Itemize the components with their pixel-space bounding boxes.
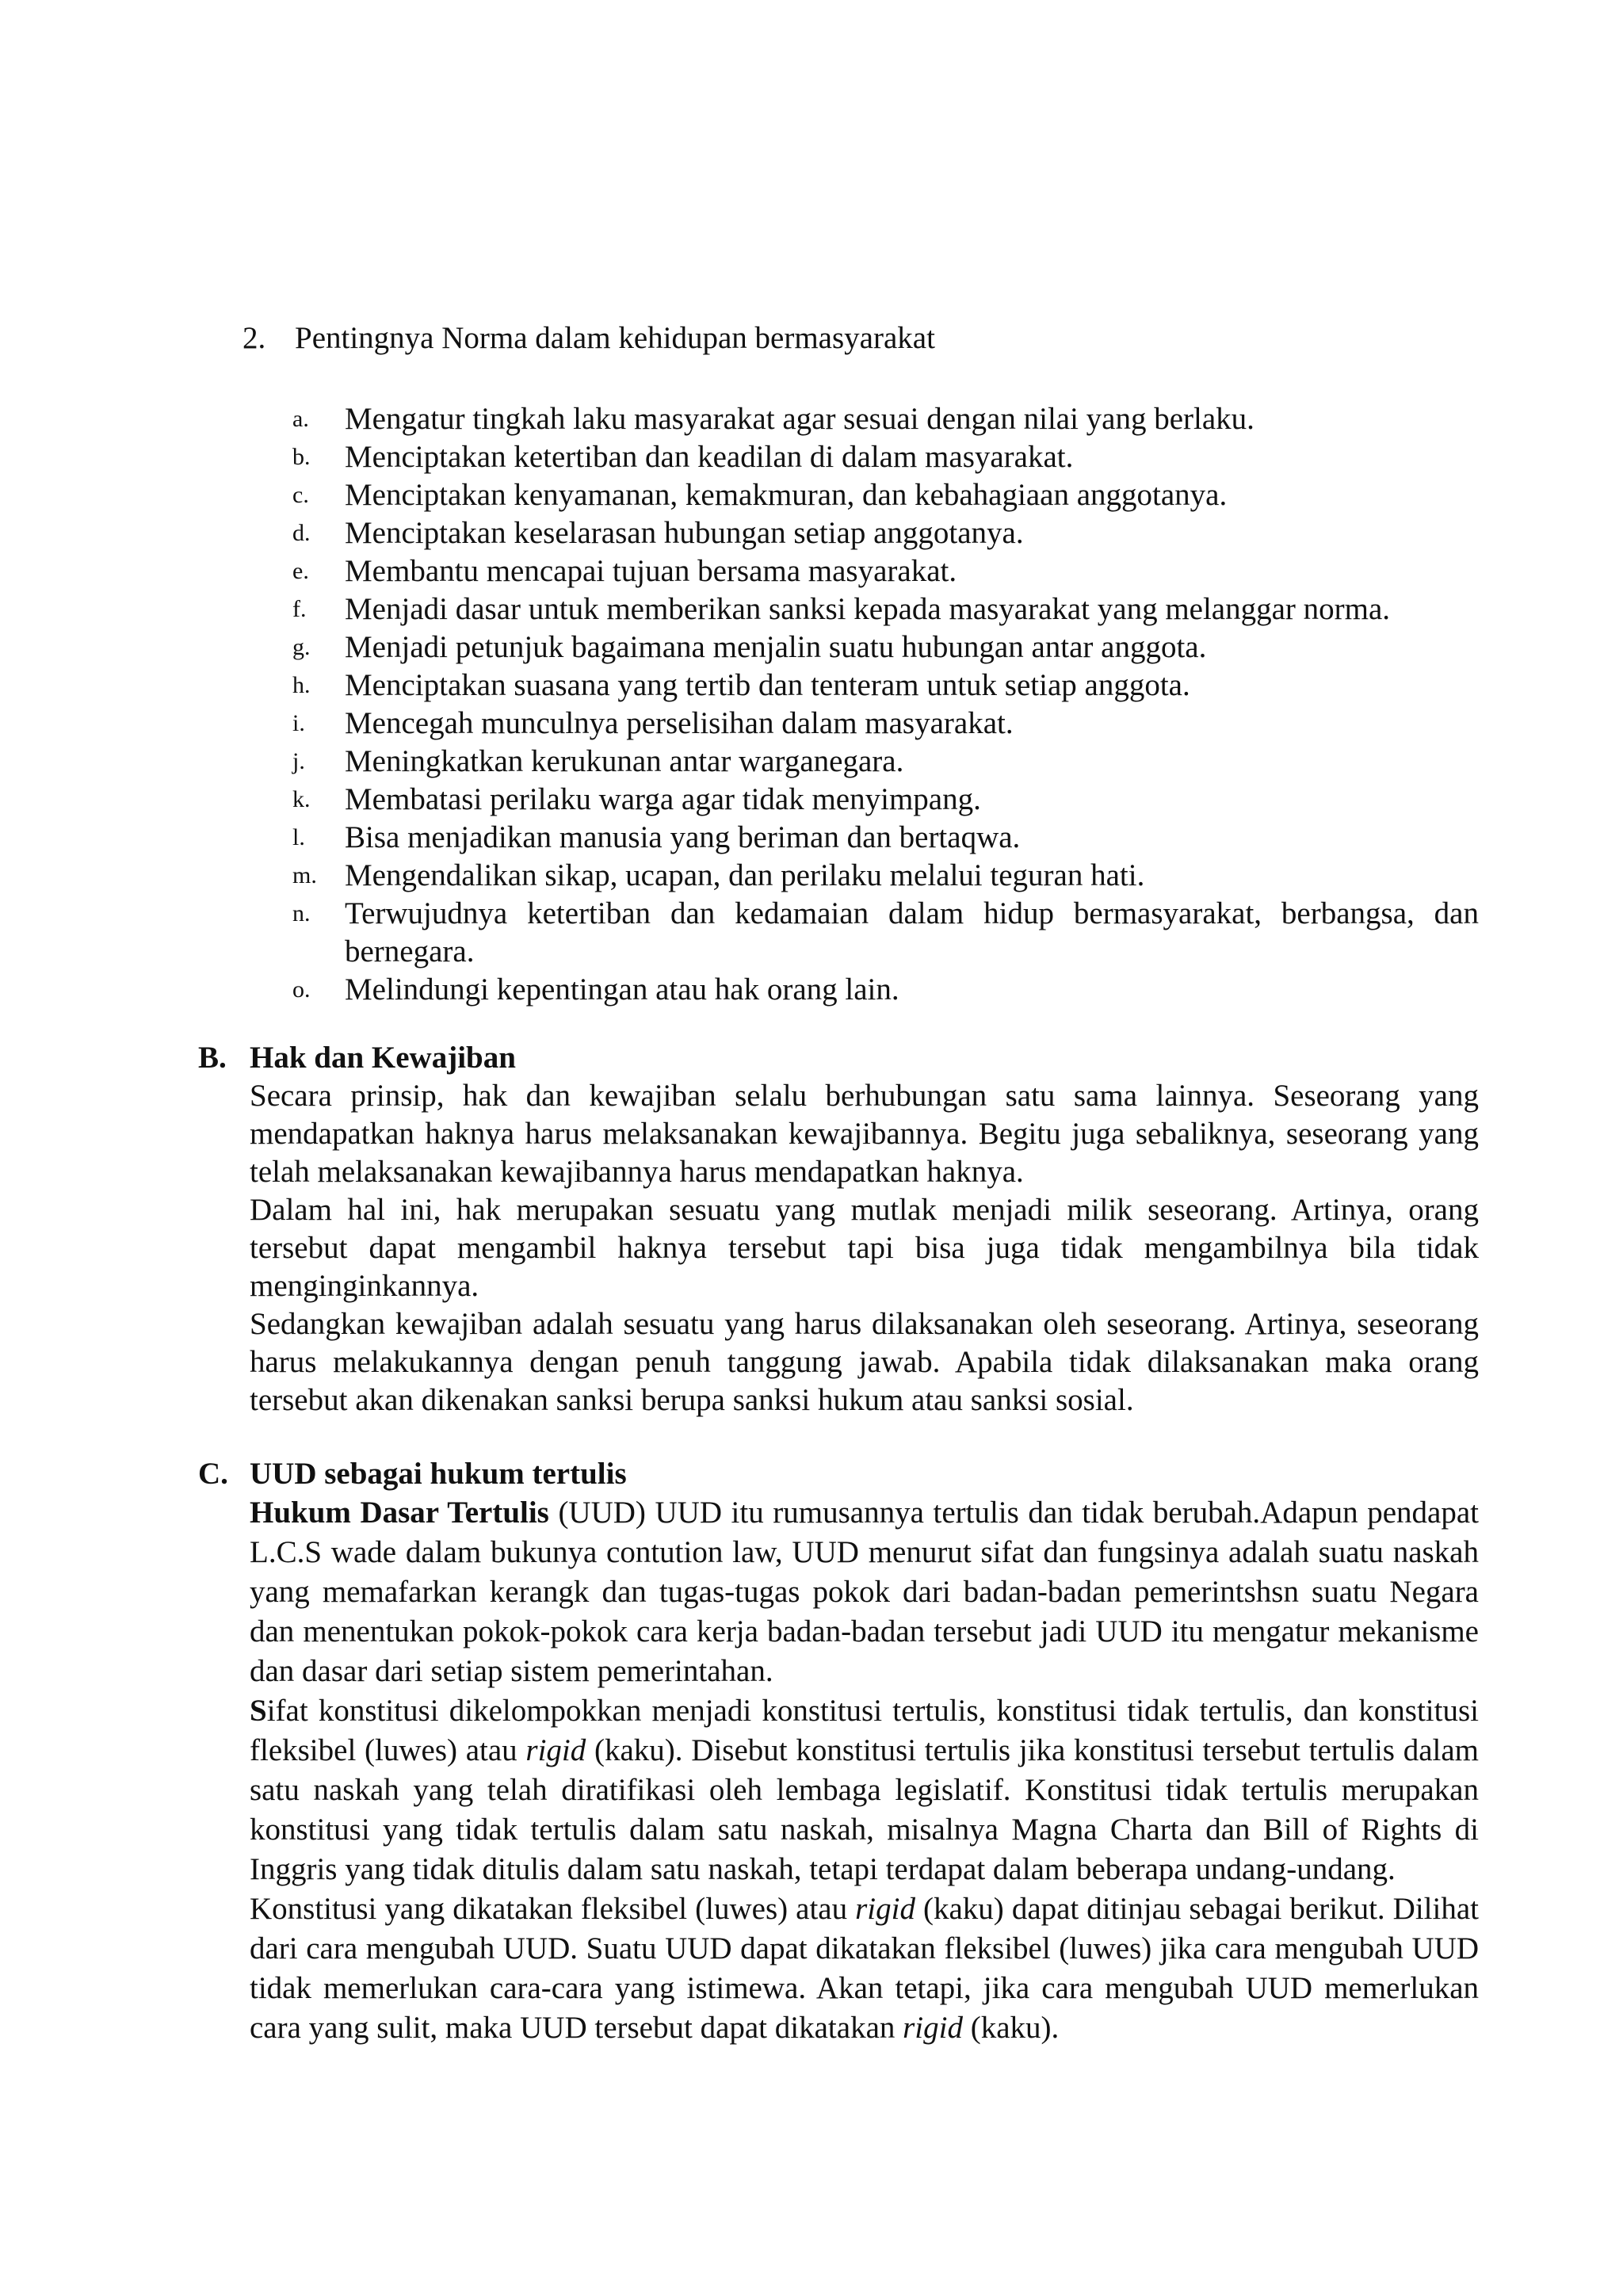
list-marker: d. — [292, 520, 311, 546]
list-marker: m. — [292, 862, 317, 888]
paragraph-text: (UUD) UUD itu rumusannya tertulis dan tidak berubah.Adapun pendapat L.C.S wade dalam bukunya contution law, UUD menurut sifat dan fungsinya adalah suatu naskah yang memafarkan kerangk dan tugas-tugas pokok dari badan-badan pemerintshsn suatu Negara dan menentukan pokok-pokok cara kerja badan-badan tersebut jadi UUD itu mengatur mekanisme dan dasar dari setiap sistem pemerintahan. — [250, 1496, 1479, 1688]
list-item-text: Terwujudnya ketertiban dan kedamaian dalam hidup bermasyarakat, berbangsa, dan bernegara. — [345, 896, 1479, 968]
list-item — [292, 628, 1479, 667]
section-b-heading — [198, 1039, 1479, 1077]
list-item-text: Menjadi dasar untuk memberikan sanksi kepada masyarakat yang melanggar norma. — [345, 592, 1391, 626]
section-c-heading — [198, 1455, 1479, 1493]
paragraph-text: Konstitusi yang dikatakan fleksibel (luwes) atau — [250, 1892, 856, 1926]
list-item — [292, 743, 1479, 781]
list-item-text: Menjadi petunjuk bagaimana menjalin suatu hubungan antar anggota. — [345, 630, 1207, 664]
section-b-body — [250, 1077, 1479, 1419]
list-marker: e. — [292, 558, 309, 584]
bold-initial: S — [250, 1694, 267, 1728]
list-item-text: Membatasi perilaku warga agar tidak menyimpang. — [345, 782, 981, 816]
section-c-body — [250, 1493, 1479, 2048]
list-marker: b. — [292, 444, 311, 470]
list-item — [292, 819, 1479, 857]
section-c-title: UUD sebagai hukum tertulis — [250, 1457, 627, 1491]
list-item — [292, 705, 1479, 743]
italic-term: rigid — [855, 1892, 915, 1926]
section-2-heading — [242, 319, 1479, 357]
list-item — [292, 971, 1479, 1009]
list-item-text: Bisa menjadikan manusia yang beriman dan bertaqwa. — [345, 820, 1021, 854]
italic-term: rigid — [525, 1733, 586, 1767]
section-2-title: Pentingnya Norma dalam kehidupan bermasyarakat — [295, 321, 935, 355]
list-marker: i. — [292, 710, 305, 736]
list-item-text: Meningkatkan kerukunan antar warganegara. — [345, 744, 904, 778]
paragraph-text: (kaku). — [962, 2011, 1060, 2045]
list-marker: h. — [292, 672, 311, 698]
section-b-letter: B. — [198, 1041, 227, 1075]
paragraph: Dalam hal ini, hak merupakan sesuatu yang mutlak menjadi milik seseorang. Artinya, orang tersebut dapat mengambil haknya tersebut tapi bisa juga tidak mengambilnya bila tidak menginginkannya. — [250, 1193, 1479, 1303]
paragraph — [250, 1889, 1479, 2048]
section-2 — [242, 319, 1479, 357]
paragraph-text: (kaku) dapat ditinjau sebagai berikut. Dilihat dari cara mengubah UUD. Suatu UUD dapat dikatakan fleksibel (luwes) jika cara mengubah UUD tidak memerlukan cara-cara yang istimewa. Akan tetapi, jika cara mengubah UUD memerlukan cara yang sulit, maka UUD tersebut dapat dikatakan — [250, 1892, 1479, 2045]
list-item — [292, 552, 1479, 590]
list-item-text: Menciptakan kenyamanan, kemakmuran, dan kebahagiaan anggotanya. — [345, 478, 1228, 512]
norma-importance-list — [292, 400, 1479, 1009]
bold-term: Hukum Dasar Tertulis — [250, 1496, 549, 1530]
list-item-text: Mencegah munculnya perselisihan dalam masyarakat. — [345, 706, 1014, 740]
list-marker: g. — [292, 634, 311, 660]
list-item-text: Menciptakan suasana yang tertib dan tenteram untuk setiap anggota. — [345, 668, 1190, 702]
section-c — [198, 1455, 1479, 2048]
list-item-text: Mengendalikan sikap, ucapan, dan perilaku melalui teguran hati. — [345, 858, 1145, 892]
italic-term: rigid — [903, 2011, 963, 2045]
list-item — [292, 438, 1479, 476]
section-b — [198, 1039, 1479, 1419]
list-marker: n. — [292, 900, 311, 926]
section-2-number: 2. — [242, 321, 266, 355]
paragraph — [250, 1493, 1479, 1691]
list-item — [292, 781, 1479, 819]
list-item — [292, 857, 1479, 895]
paragraph: Sedangkan kewajiban adalah sesuatu yang harus dilaksanakan oleh seseorang. Artinya, seseorang harus melakukannya dengan penuh tanggung jawab. Apabila tidak dilaksanakan maka orang tersebut akan dikenakan sanksi berupa sanksi hukum atau sanksi sosial. — [250, 1307, 1479, 1417]
list-marker: j. — [292, 748, 305, 774]
list-item — [292, 590, 1479, 628]
paragraph-text: (kaku). Disebut konstitusi tertulis jika konstitusi tersebut tertulis dalam satu naskah yang telah diratifikasi oleh lembaga legislatif. Konstitusi tidak tertulis merupakan konstitusi yang tidak tertulis dalam satu naskah, misalnya Magna Charta dan Bill of Rights di Inggris yang tidak ditulis dalam satu naskah, tetapi terdapat dalam beberapa undang-undang. — [250, 1733, 1479, 1886]
list-item — [292, 514, 1479, 552]
list-item-text: Menciptakan keselarasan hubungan setiap anggotanya. — [345, 516, 1024, 550]
list-item-text: Melindungi kepentingan atau hak orang lain. — [345, 972, 899, 1007]
list-marker: a. — [292, 406, 309, 432]
list-marker: f. — [292, 596, 307, 622]
list-marker: k. — [292, 786, 311, 812]
paragraph — [250, 1691, 1479, 1889]
paragraph: Secara prinsip, hak dan kewajiban selalu berhubungan satu sama lainnya. Seseorang yang mendapatkan haknya harus melaksanakan kewajibannya. Begitu juga sebaliknya, seseorang yang telah melaksanakan kewajibannya harus mendapatkan haknya. — [250, 1079, 1479, 1189]
section-c-letter: C. — [198, 1457, 228, 1491]
paragraph-text: ifat konstitusi dikelompokkan menjadi konstitusi tertulis, konstitusi tidak tertulis, dan konstitusi fleksibel (luwes) atau — [250, 1694, 1479, 1767]
list-item — [292, 400, 1479, 438]
list-item — [292, 667, 1479, 705]
list-item-text: Membantu mencapai tujuan bersama masyarakat. — [345, 554, 957, 588]
list-marker: c. — [292, 482, 309, 508]
list-marker: o. — [292, 976, 311, 1003]
list-item-text: Mengatur tingkah laku masyarakat agar sesuai dengan nilai yang berlaku. — [345, 402, 1254, 436]
list-marker: l. — [292, 824, 305, 850]
list-item-text: Menciptakan ketertiban dan keadilan di dalam masyarakat. — [345, 440, 1074, 474]
section-b-title: Hak dan Kewajiban — [250, 1041, 516, 1075]
list-item — [292, 895, 1479, 971]
list-item — [292, 476, 1479, 514]
